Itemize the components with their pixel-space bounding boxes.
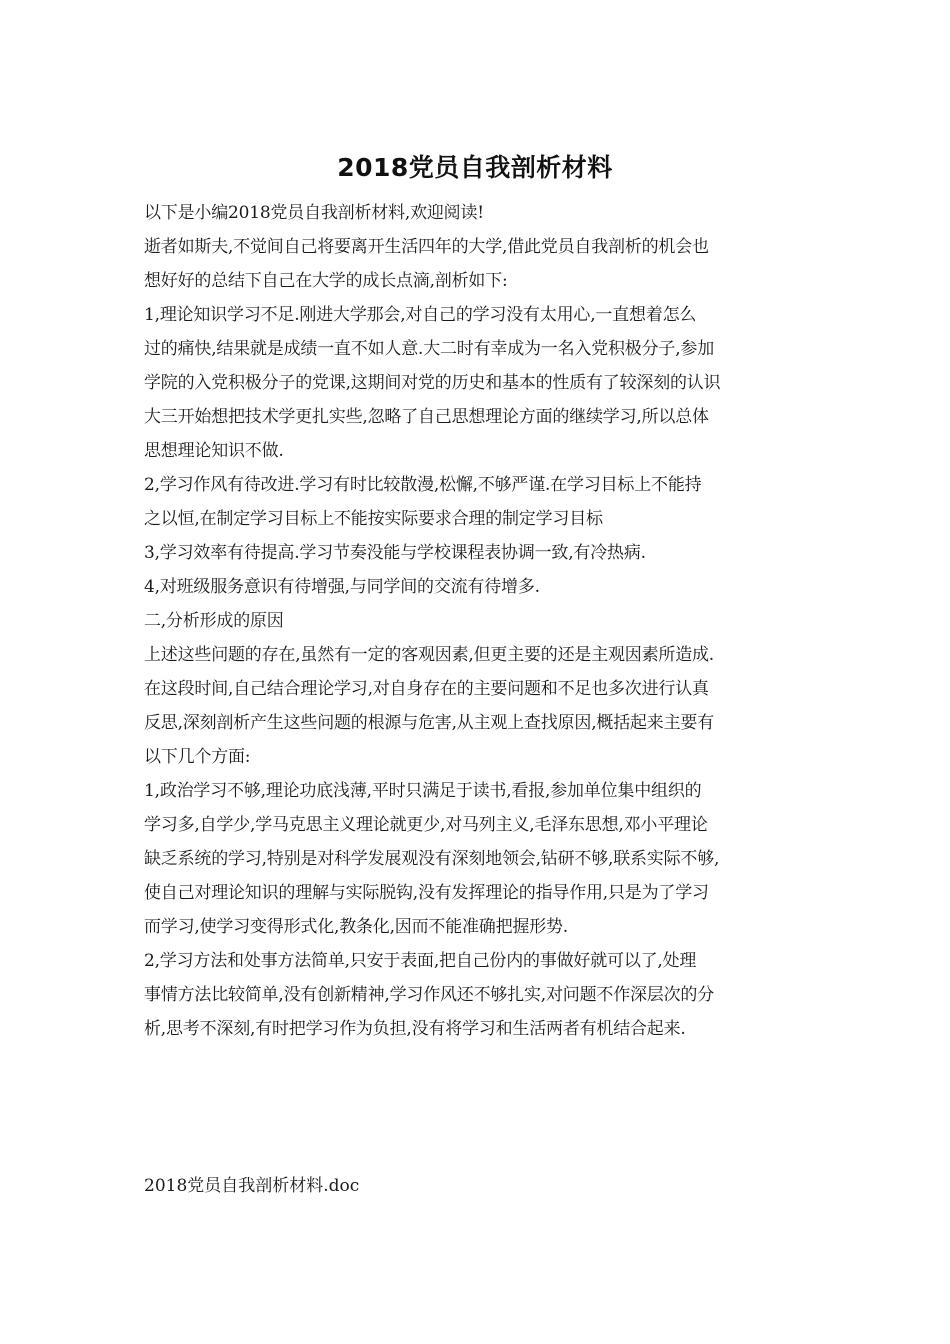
body-line: 学习多,自学少,学马克思主义理论就更少,对马列主义,毛泽东思想,邓小平理论 xyxy=(144,815,708,835)
body-line: 过的痛快,结果就是成绩一直不如人意.大二时有幸成为一名入党积极分子,参加 xyxy=(144,339,715,359)
body-line: 想好好的总结下自己在大学的成长点滴,剖析如下: xyxy=(144,271,508,291)
body-line: 上述这些问题的存在,虽然有一定的客观因素,但更主要的还是主观因素所造成. xyxy=(144,645,715,665)
body-line: 4,对班级服务意识有待增强,与同学间的交流有待增多. xyxy=(144,577,540,597)
body-line: 二,分析形成的原因 xyxy=(144,611,284,631)
body-line: 1,政治学习不够,理论功底浅薄,平时只满足于读书,看报,参加单位集中组织的 xyxy=(144,781,702,801)
document-title: 2018党员自我剖析材料 xyxy=(337,153,613,182)
body-line: 大三开始想把技术学更扎实些,忽略了自己思想理论方面的继续学习,所以总体 xyxy=(144,407,709,427)
body-line: 3,学习效率有待提高.学习节奏没能与学校课程表协调一致,有冷热病. xyxy=(144,543,646,563)
body-line: 析,思考不深刻,有时把学习作为负担,没有将学习和生活两者有机结合起来. xyxy=(144,1019,686,1039)
body-line: 以下是小编2018党员自我剖析材料,欢迎阅读! xyxy=(144,203,484,223)
body-line: 逝者如斯夫,不觉间自己将要离开生活四年的大学,借此党员自我剖析的机会也 xyxy=(144,237,709,257)
body-line: 反思,深刻剖析产生这些问题的根源与危害,从主观上查找原因,概括起来主要有 xyxy=(144,713,715,733)
document-body xyxy=(144,196,816,1046)
body-line: 而学习,使学习变得形式化,教条化,因而不能准确把握形势. xyxy=(144,917,569,937)
body-line: 事情方法比较简单,没有创新精神,学习作风还不够扎实,对问题不作深层次的分 xyxy=(144,985,715,1005)
footer-filename: 2018党员自我剖析材料.doc xyxy=(144,1176,360,1196)
body-line: 缺乏系统的学习,特别是对科学发展观没有深刻地领会,钻研不够,联系实际不够, xyxy=(144,849,720,869)
body-line: 以下几个方面: xyxy=(144,747,251,767)
body-line: 1,理论知识学习不足.刚进大学那会,对自己的学习没有太用心,一直想着怎么 xyxy=(144,305,697,325)
body-line: 学院的入党积极分子的党课,这期间对党的历史和基本的性质有了较深刻的认识 xyxy=(144,373,721,393)
body-line: 2,学习方法和处事方法简单,只安于表面,把自己份内的事做好就可以了,处理 xyxy=(144,951,697,971)
body-line: 2,学习作风有待改进.学习有时比较散漫,松懈,不够严谨.在学习目标上不能持 xyxy=(144,475,702,495)
body-line: 之以恒,在制定学习目标上不能按实际要求合理的制定学习目标 xyxy=(144,509,603,529)
body-line: 使自己对理论知识的理解与实际脱钩,没有发挥理论的指导作用,只是为了学习 xyxy=(144,883,709,903)
body-line: 思想理论知识不做. xyxy=(144,441,284,461)
body-line: 在这段时间,自己结合理论学习,对自身存在的主要问题和不足也多次进行认真 xyxy=(144,679,709,699)
